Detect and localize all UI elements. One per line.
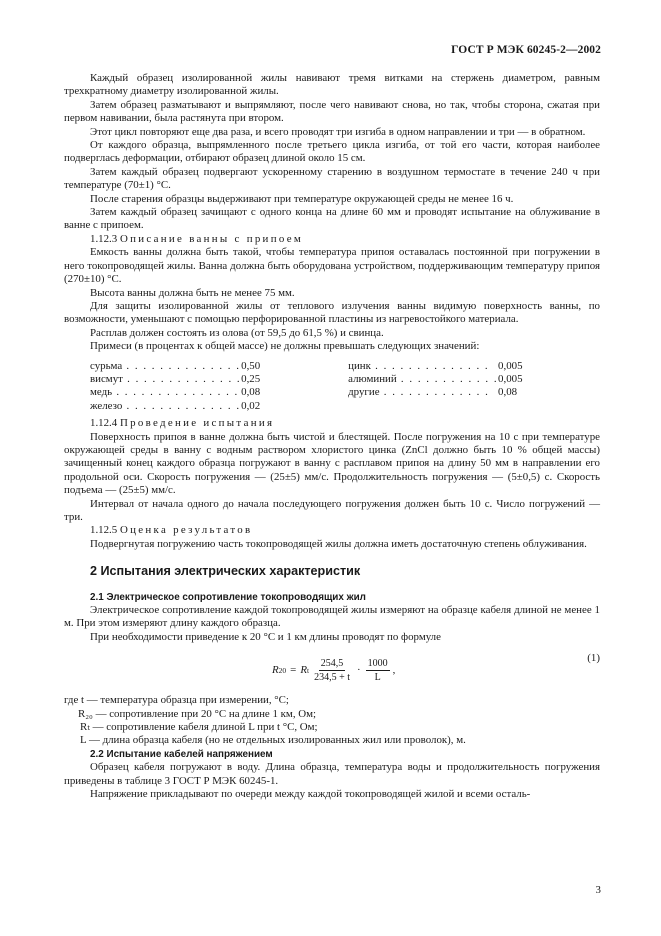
impurity-name: медь xyxy=(90,386,113,399)
formula-tail: , xyxy=(392,663,396,676)
paragraph: Напряжение прикладывают по очереди между каждой токопроводящей жилой и всеми осталь- xyxy=(90,788,531,801)
paragraph: Примеси (в процентах к общей массе) не должны превышать следующих значений: xyxy=(90,340,480,353)
legend-row xyxy=(64,734,600,747)
paragraph: Каждый образец изолированной жилы навивают тремя витками на стержень диаметром, равным трехкратному диаметру изолированной жилы. xyxy=(64,72,600,98)
page-number: 3 xyxy=(595,884,601,896)
subsection-title: Описание ванны с припоем xyxy=(119,232,304,245)
formula-rt-sub: t xyxy=(306,665,310,675)
formula-number: (1) xyxy=(587,652,600,665)
formula-lhs: R xyxy=(272,663,279,676)
paragraph: Поверхность припоя в ванне должна быть чистой и блестящей. После погружения на 10 с при температуре окружающей среды в ванну с водным раствором хлористого цинка (ZnCl должно быть 10 % общей массы) зачищенный конец каждого образца погружают в ванну с расплавом припоя на длину 50 мм в направлении его продольной оси. Скорость погружения — (25±5) мм/с. Продолжительность погружения — (5±0,5) с. Скорость подъема — (25±5) мм/с. xyxy=(64,430,600,497)
table-row: медь . . . . . . . . . . . . . . . 0,08 другие . . . . . . . . . . . . . 0,08 xyxy=(90,386,523,399)
page-body xyxy=(64,72,600,802)
fraction-numerator: 1000 xyxy=(367,657,388,669)
impurity-name: висмут xyxy=(90,372,123,385)
table-row: сурьма . . . . . . . . . . . . . . 0,50 цинк . . . . . . . . . . . . . . 0,005 xyxy=(90,359,523,372)
impurity-value: 0,02 xyxy=(241,399,261,412)
paragraph: Емкость ванны должна быть такой, чтобы температура припоя оставалась постоянной при погружении в него токопроводящей жилы. Ванна должна быть оборудована устройством, поддерживающим температуру припоя (270±10) °С. xyxy=(64,246,600,286)
subsection-number: 1.12.3 xyxy=(90,232,118,245)
paragraph: После старения образцы выдерживают при температуре окружающей среды не менее 16 ч. xyxy=(90,192,514,205)
fraction-denominator: 234,5 + t xyxy=(314,671,350,683)
table-row: железо . . . . . . . . . . . . . . 0,02 xyxy=(90,400,523,413)
legend-row xyxy=(64,694,600,707)
impurity-name: алюминий xyxy=(348,372,397,385)
paragraph: Подвергнутая погружению часть токопроводящей жилы должна иметь достаточную степень облуживания. xyxy=(90,537,587,550)
formula-eq: = xyxy=(290,663,297,676)
paragraph: Образец кабеля погружают в воду. Длина образца, температура воды и продолжительность погружения приведены в таблице 3 ГОСТ Р МЭК 60245-1. xyxy=(64,761,600,787)
impurity-value: 0,08 xyxy=(241,386,261,399)
subsection-heading-1-12-5 xyxy=(64,524,600,537)
subsection-heading-1-12-4 xyxy=(64,417,600,430)
legend-symbol: L xyxy=(80,734,87,747)
subsection-heading-2-2: 2.2 Испытание кабелей напряжением xyxy=(90,748,273,760)
legend-text: — длина образца кабеля (но не отдельных изолированных жил или проволок), м. xyxy=(86,734,466,747)
subsection-title: Оценка результатов xyxy=(119,524,253,537)
impurity-name: железо xyxy=(90,399,123,412)
paragraph: Этот цикл повторяют еще два раза, и всего проводят три изгиба в одном направлении и три — в обратном. xyxy=(90,125,586,138)
impurity-name: цинк xyxy=(348,359,371,372)
formula-lhs-sub: 20 xyxy=(278,665,287,675)
impurity-value: 0,25 xyxy=(241,372,261,385)
subsection-number: 1.12.4 xyxy=(90,417,118,430)
impurity-value: 0,005 xyxy=(498,372,523,385)
impurity-name: сурьма xyxy=(90,359,123,372)
page-header: ГОСТ Р МЭК 60245-2—2002 xyxy=(451,44,601,56)
impurities-table xyxy=(90,360,523,414)
paragraph: Высота ванны должна быть не менее 75 мм. xyxy=(90,286,295,299)
formula-fraction-2 xyxy=(366,657,390,684)
legend-text: — сопротивление кабеля длиной L при t °С, Ом; xyxy=(89,721,318,734)
formula-expression: R 20 = R t $\frac{254,5}{234,5 + t}$ · $\frac{1000}{L}$ , xyxy=(272,657,396,683)
paragraph: Для защиты изолированной жилы от теплового излучения ванны видимую поверхность ванны, по возможности, уменьшают с помощью перфорированной пластины из нагревостойкого материала. xyxy=(64,299,600,326)
legend-row xyxy=(64,708,600,721)
formula-fraction-1 xyxy=(312,657,352,684)
paragraph: Интервал от начала одного до начала последующего погружения должен быть 10 с. Число погружений — три. xyxy=(64,497,600,523)
fraction-denominator: L xyxy=(374,671,381,683)
subsection-heading-1-12-3 xyxy=(64,233,600,246)
paragraph: Затем каждый образец зачищают с одного конца на длине 60 мм и проводят испытание на облуживание в ванне с припоем. xyxy=(64,206,600,232)
legend-text: — температура образца при измерении, °С; xyxy=(84,694,289,707)
subsection-number: 1.12.5 xyxy=(90,524,118,537)
subsection-title: Проведение испытания xyxy=(119,417,275,430)
paragraph: Расплав должен состоять из олова (от 59,5 до 61,5 %) и свинца. xyxy=(90,326,384,339)
paragraph: Затем образец разматывают и выпрямляют, после чего навивают снова, но так, чтобы сторона, сжатая при первом навивании, была растянута при втором. xyxy=(64,98,600,125)
impurity-value: 0,08 xyxy=(498,386,518,399)
legend-symbol: Rₜ xyxy=(80,721,90,734)
paragraph: При необходимости приведение к 20 °С и 1 км длины проводят по формуле xyxy=(90,630,441,643)
paragraph: Электрическое сопротивление каждой токопроводящей жилы измеряют на образце кабеля длиной не менее 1 м. При этом измеряют длину каждого образца. xyxy=(64,604,600,630)
impurity-name: другие xyxy=(348,386,380,399)
formula-rt: R xyxy=(300,663,307,676)
formula xyxy=(64,652,600,688)
legend-text: — сопротивление при 20 °С на длине 1 км, Ом; xyxy=(92,707,317,720)
formula-legend xyxy=(64,694,600,748)
paragraph: Затем каждый образец подвергают ускоренному старению в воздушном термостате в течение 240 ч при температуре (70±1) °С. xyxy=(64,165,600,192)
legend-row xyxy=(64,721,600,734)
legend-symbol: R₂₀ xyxy=(78,707,93,720)
impurity-value: 0,005 xyxy=(498,359,523,372)
subsection-heading-2-1: 2.1 Электрическое сопротивление токопроводящих жил xyxy=(90,591,366,603)
section-heading-2: 2 Испытания электрических характеристик xyxy=(90,564,361,579)
legend-symbol: где t xyxy=(64,694,85,707)
impurity-value: 0,50 xyxy=(241,359,261,372)
fraction-numerator: 254,5 xyxy=(320,657,344,669)
paragraph: От каждого образца, выпрямленного после третьего цикла изгиба, от той его части, которая наиболее подверглась деформации, отбирают образец длиной около 15 см. xyxy=(64,139,600,165)
table-row: висмут . . . . . . . . . . . . . . 0,25 алюминий . . . . . . . . . . . . 0,005 xyxy=(90,372,523,385)
